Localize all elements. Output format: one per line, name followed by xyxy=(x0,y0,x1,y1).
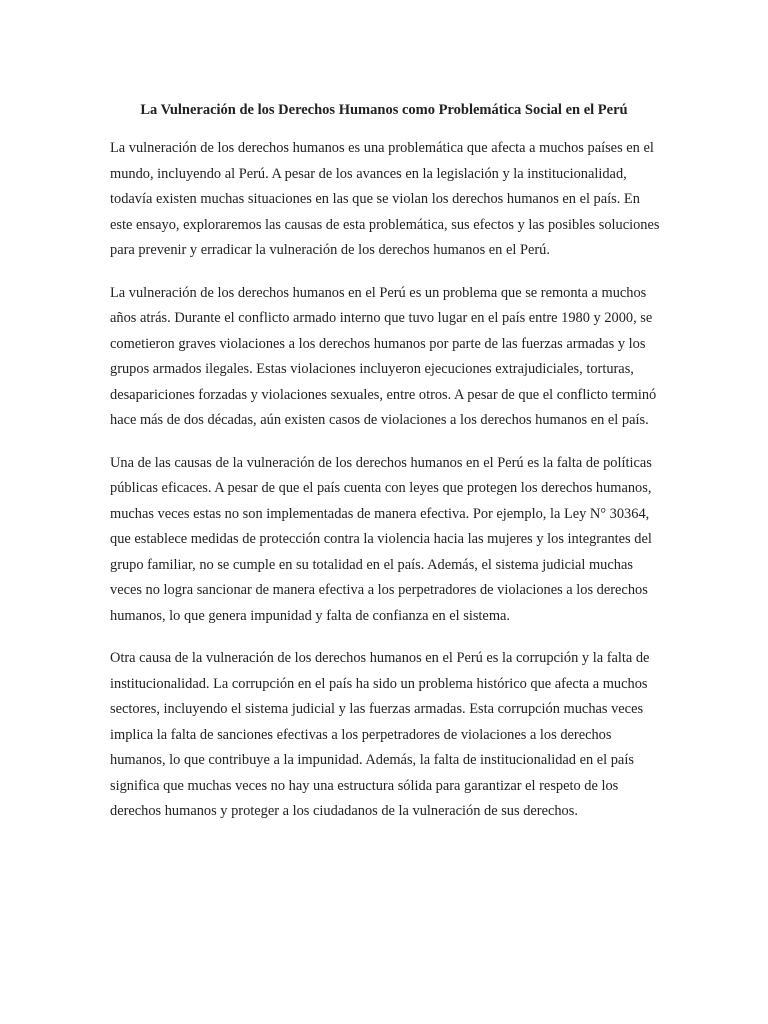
document-title: La Vulneración de los Derechos Humanos como Problemática Social en el Perú xyxy=(140,102,628,118)
paragraph-corruption: Otra causa de la vulneración de los derechos humanos en el Perú es la corrupción y la falta de institucionalidad. La corrupción en el país ha sido un problema histórico que afecta a muchos sectores, incluyendo el sistema judicial y las fuerzas armadas. Esta corrupción muchas veces implica la falta de sanciones efectivas a los perpetradores de violaciones a los derechos humanos, lo que contribuye a la impunidad. Además, la falta de institucionalidad en el país significa que muchas veces no hay una estructura sólida para garantizar el respeto de los derechos humanos y proteger a los ciudadanos de la vulneración de sus derechos. xyxy=(110,650,650,819)
paragraph-public-policies: Una de las causas de la vulneración de los derechos humanos en el Perú es la falta de políticas públicas eficaces. A pesar de que el país cuenta con leyes que protegen los derechos humanos, muchas veces estas no son implementadas de manera efectiva. Por ejemplo, la Ley N° 30364, que establece medidas de protección contra la violencia hacia las mujeres y los integrantes del grupo familiar, no se cumple en su totalidad en el país. Además, el sistema judicial muchas veces no logra sancionar de manera efectiva a los perpetradores de violaciones a los derechos humanos, lo que genera impunidad y falta de confianza en el sistema. xyxy=(110,454,652,624)
paragraph-intro: La vulneración de los derechos humanos es una problemática que afecta a muchos países en el mundo, incluyendo al Perú. A pesar de los avances en la legislación y la institucionalidad, todavía existen muchas situaciones en las que se violan los derechos humanos en el país. En este ensayo, exploraremos las causas de esta problemática, sus efectos y las posibles soluciones para prevenir y erradicar la vulneración de los derechos humanos en el Perú. xyxy=(110,140,660,258)
paragraph-history: La vulneración de los derechos humanos en el Perú es un problema que se remonta a muchos años atrás. Durante el conflicto armado interno que tuvo lugar en el país entre 1980 y 2000, se cometieron graves violaciones a los derechos humanos por parte de las fuerzas armadas y los grupos armados ilegales. Estas violaciones incluyeron ejecuciones extrajudiciales, torturas, desapariciones forzadas y violaciones sexuales, entre otros. A pesar de que el conflicto terminó hace más de dos décadas, aún existen casos de violaciones a los derechos humanos en el país. xyxy=(110,284,657,428)
document-body xyxy=(110,136,660,842)
